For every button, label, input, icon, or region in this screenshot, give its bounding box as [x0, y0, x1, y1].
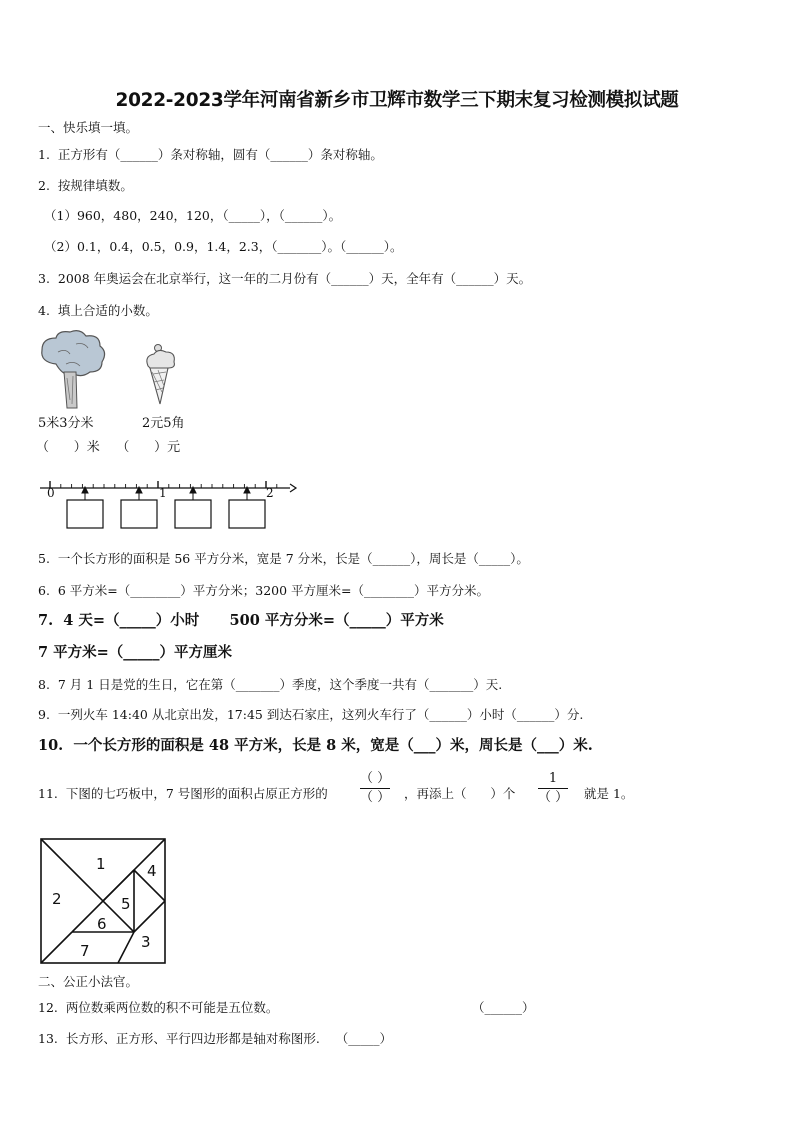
question-1: 1. 正方形有（______）条对称轴，圆有（______）条对称轴。 [38, 147, 383, 162]
question-6: 6. 6 平方米=（________）平方分米；3200 平方厘米=（________）平方分米。 [38, 583, 490, 598]
question-7-line-1: 7. 4 天=（_____）小时 500 平方分米=（_____）平方米 [38, 612, 444, 629]
fraction-1 [360, 770, 390, 807]
ice-cream-caption: 2元5角 [142, 416, 185, 431]
tick-label-2: 2 [266, 486, 274, 500]
section-heading-1: 一、快乐填一填。 [38, 120, 139, 135]
tangram-label-1: 1 [96, 855, 106, 873]
tick-label-1: 1 [159, 486, 167, 500]
tree-illustration [36, 330, 108, 410]
question-7-line-2: 7 平方米=（_____）平方厘米 [38, 644, 233, 661]
tangram-label-3: 3 [141, 933, 151, 951]
answer-box[interactable] [229, 500, 265, 528]
question-2: 2. 按规律填数。 [38, 178, 133, 193]
answer-box[interactable] [175, 500, 211, 528]
answer-box[interactable] [121, 500, 157, 528]
ice-cream-illustration [142, 342, 182, 408]
question-4: 4. 填上合适的小数。 [38, 303, 158, 318]
question-10: 10. 一个长方形的面积是 48 平方米，长是 8 米，宽是（___）米，周长是（___）米. [38, 737, 593, 754]
tangram-label-4: 4 [147, 862, 157, 880]
question-3: 3. 2008 年奥运会在北京举行，这一年的二月份有（______）天，全年有（______）天。 [38, 271, 532, 286]
tree-caption: 5米3分米 [38, 416, 94, 431]
page-title: 2022-2023学年河南省新乡市卫辉市数学三下期末复习检测模拟试题 [115, 90, 679, 111]
question-11-middle: ，再添上（ ）个 [404, 786, 516, 801]
fraction-1-numerator: （ ） [360, 771, 391, 786]
tangram-label-7: 7 [80, 942, 90, 960]
q4-answer-line: （ ）米 （ ）元 [36, 440, 181, 455]
fraction-2-numerator: 1 [548, 771, 558, 786]
tangram-label-6: 6 [97, 915, 107, 933]
fraction-2-denominator: （ ） [538, 790, 569, 805]
answer-box[interactable] [67, 500, 103, 528]
question-2-part-2: （2）0.1，0.4，0.5，0.9，1.4，2.3，（_______）。（______）。 [44, 239, 403, 254]
question-12: 12. 两位数乘两位数的积不可能是五位数。 [38, 1000, 279, 1015]
question-11-text: 11. 下图的七巧板中，7 号图形的面积占原正方形的 [38, 786, 328, 801]
fraction-2 [538, 770, 568, 807]
section-heading-2: 二、公正小法官。 [38, 974, 139, 989]
question-9: 9. 一列火车 14:40 从北京出发，17:45 到达石家庄，这列火车行了（______）小时（______）分. [38, 707, 584, 722]
question-11-end: 就是 1。 [584, 786, 634, 801]
tick-label-0: 0 [47, 486, 55, 500]
tangram-label-2: 2 [52, 890, 62, 908]
question-2-part-1: （1）960，480，240，120，（_____），（______）。 [44, 208, 342, 223]
tangram-label-5: 5 [121, 895, 131, 913]
question-8: 8. 7 月 1 日是党的生日，它在第（_______）季度，这个季度一共有（_______）天. [38, 677, 503, 692]
number-line [40, 478, 300, 532]
question-5: 5. 一个长方形的面积是 56 平方分米，宽是 7 分米，长是（______），周长是（_____）。 [38, 551, 529, 566]
question-13: 13. 长方形、正方形、平行四边形都是轴对称图形. （_____） [38, 1031, 392, 1046]
fraction-1-denominator: （ ） [360, 790, 391, 805]
question-12-answer[interactable]: （______） [472, 1000, 535, 1015]
